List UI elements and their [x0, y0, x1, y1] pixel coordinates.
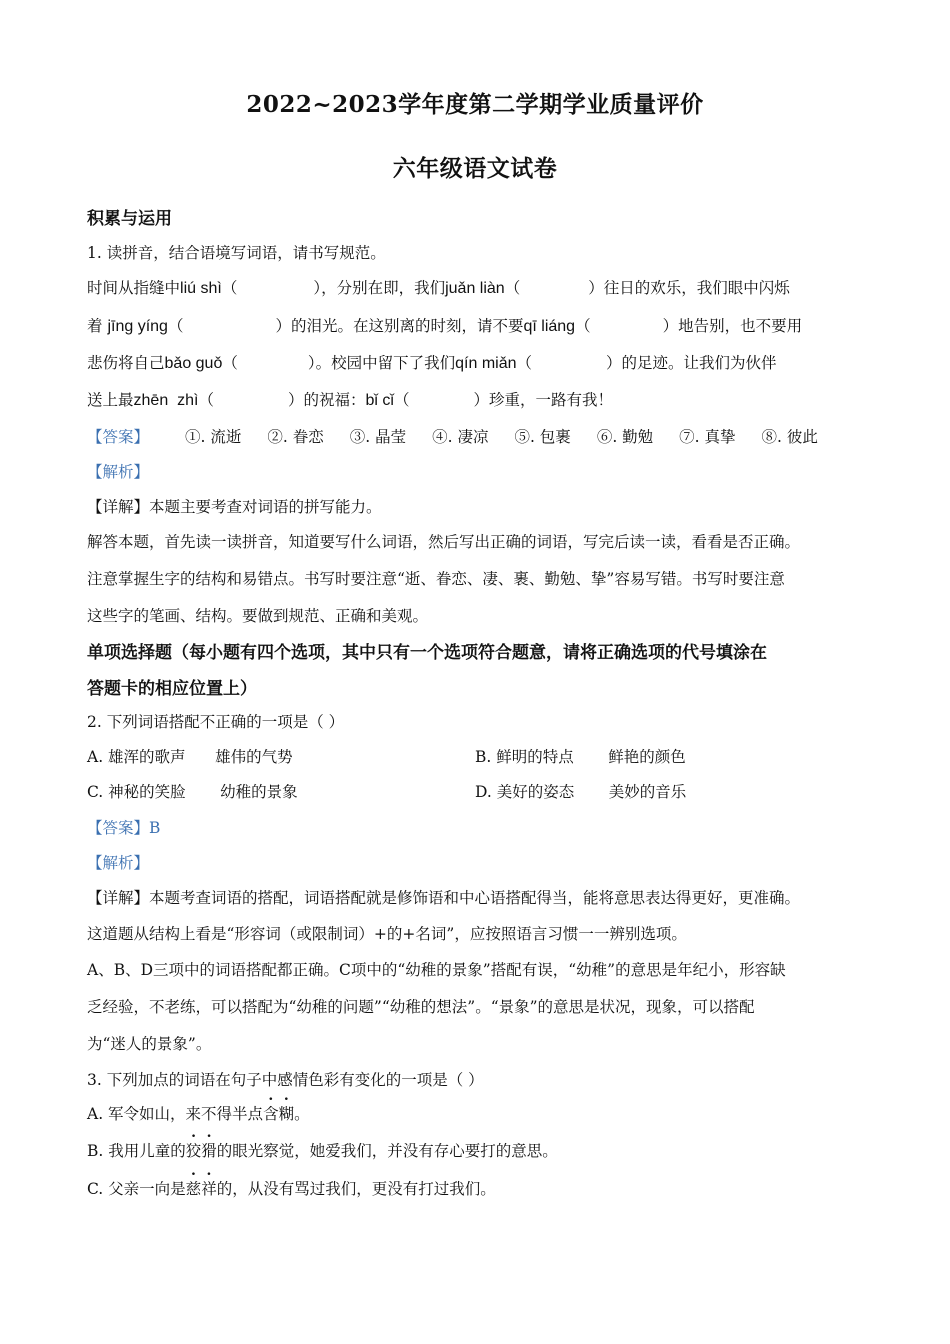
q3-option-c[interactable]: [87, 1177, 496, 1199]
pinyin: jīng yíng: [107, 318, 168, 335]
q1-passage-line-3: [87, 351, 777, 373]
emphasis-char: 狡: [185, 1142, 202, 1160]
passage-text: ）的足迹。让我们为伙伴: [606, 354, 777, 372]
q2-detail-line: 乏经验，不老练，可以搭配为“幼稚的问题”“幼稚的想法”。“景象”的意思是状况，现象，可以搭配: [87, 998, 755, 1016]
q2-option-c[interactable]: C. 神秘的笑脸 幼稚的景象: [87, 783, 298, 801]
section-heading-single-choice-cont: 答题卡的相应位置上）: [87, 679, 257, 699]
q1-passage-line-1: [87, 276, 790, 298]
paren-open: （: [222, 354, 238, 372]
option-text: 的眼光察觉，她爱我们，并没有存心要打的意思。: [216, 1142, 558, 1160]
q1-passage-line-4: [87, 388, 613, 410]
option-text: C. 父亲一向是: [87, 1180, 186, 1198]
section-heading-accumulation: 积累与运用: [87, 209, 172, 229]
paren-open: （: [198, 391, 214, 409]
paren-open: （: [504, 279, 521, 297]
option-text: 的，从没有骂过我们，更没有打过我们。: [216, 1180, 496, 1198]
q2-detail-line: 为“迷人的景象”。: [87, 1035, 212, 1053]
q2-option-b[interactable]: B. 鲜明的特点 鲜艳的颜色: [475, 748, 686, 766]
emphasis-char: 猾: [201, 1142, 217, 1160]
paren-open: （: [167, 317, 184, 335]
q2-analysis-label: 【解析】: [87, 854, 150, 872]
q1-answer-line: [87, 425, 818, 447]
q2-option-d[interactable]: D. 美好的姿态 美妙的音乐: [475, 783, 687, 801]
exam-title: 2022~2023学年度第二学期学业质量评价: [246, 91, 704, 118]
answer-item: ①. 流逝: [185, 428, 242, 446]
pinyin: zhēn zhì: [133, 392, 199, 409]
passage-text: ）地告别，也不要用: [662, 317, 803, 335]
q2-stem: 2. 下列词语搭配不正确的一项是（ ）: [87, 713, 345, 731]
q2-option-a[interactable]: A. 雄浑的歌声 雄伟的气势: [87, 748, 293, 766]
answer-item: ⑤. 包裹: [514, 428, 571, 446]
q1-detail-line: 解答本题，首先读一读拼音，知道要写什么词语，然后写出正确的词语，写完后读一读，看看是否正确。: [87, 533, 801, 551]
emphasis-char: 祥: [201, 1180, 217, 1198]
q2-answer: 【答案】B: [87, 819, 161, 837]
emphasis-char: 含: [263, 1105, 279, 1123]
passage-text: ）的祝福：: [287, 391, 366, 409]
q1-passage-line-2: [87, 314, 802, 336]
q2-detail-line: A、B、D三项中的词语搭配都正确。C项中的“幼稚的景象”搭配有误，“幼稚”的意思是年纪小，形容缺: [87, 961, 786, 979]
q1-detail-line: 这些字的笔画、结构。要做到规范、正确和美观。: [87, 607, 429, 625]
pinyin: qín miǎn: [455, 355, 517, 372]
pinyin: qī liáng: [523, 318, 576, 335]
q2-detail-line: 【详解】本题考查词语的搭配，词语搭配就是修饰语和中心语搭配得当，能将意思表达得更好，更准确。: [87, 889, 801, 907]
option-text: A. 军令如山，来不得半点: [87, 1105, 264, 1123]
passage-text: ）往日的欢乐，我们眼中闪烁: [588, 279, 790, 297]
pinyin: juǎn liàn: [445, 280, 505, 297]
answer-item: ④. 凄凉: [432, 428, 489, 446]
option-text: B. 我用儿童的: [87, 1142, 186, 1160]
paren-open: （: [393, 391, 410, 409]
section-heading-single-choice: 单项选择题（每小题有四个选项，其中只有一个选项符合题意，请将正确选项的代号填涂在: [87, 643, 767, 663]
q3-stem: 3. 下列加点的词语在句子中感情色彩有变化的一项是（ ）: [87, 1071, 484, 1089]
paren-open: （: [221, 279, 238, 297]
q3-option-a[interactable]: [87, 1102, 310, 1124]
answer-item: ②. 眷恋: [267, 428, 324, 446]
pinyin: bǐ cǐ: [365, 392, 394, 409]
passage-text: 着: [87, 317, 103, 335]
answer-label: 【答案】: [87, 428, 150, 446]
pinyin: bǎo guǒ: [164, 355, 223, 372]
q2-detail-line: 这道题从结构上看是“形容词（或限制词）+的+名词”，应按照语言习惯一一辨别选项。: [87, 925, 687, 943]
passage-text: ）的泪光。在这别离的时刻，请不要: [275, 317, 524, 335]
paren-open: （: [575, 317, 591, 335]
q1-detail-line: 注意掌握生字的结构和易错点。书写时要注意“逝、眷恋、凄、裹、勤勉、挚”容易写错。书写时要注意: [87, 570, 785, 588]
q1-detail-line: 【详解】本题主要考查对词语的拼写能力。: [87, 498, 382, 516]
answer-item: ⑦. 真挚: [679, 428, 736, 446]
passage-text: 送上最: [87, 391, 134, 409]
passage-text: ），分别在即，我们: [313, 279, 446, 297]
answer-item: ⑧. 彼此: [761, 428, 818, 446]
q1-analysis-label: 【解析】: [87, 463, 150, 481]
q1-stem: 1. 读拼音，结合语境写词语，请书写规范。: [87, 244, 386, 262]
paren-open: （: [516, 354, 533, 372]
exam-subtitle: 六年级语文试卷: [392, 155, 558, 182]
answer-item: ⑥. 勤勉: [596, 428, 654, 446]
emphasis-char: 糊: [278, 1105, 295, 1123]
passage-text: 悲伤将自己: [87, 354, 165, 372]
answer-item: ③. 晶莹: [349, 428, 407, 446]
passage-text: ）。校园中留下了我们: [307, 354, 456, 372]
emphasis-char: 慈: [185, 1180, 202, 1198]
q3-option-b[interactable]: [87, 1139, 558, 1161]
option-text: 。: [294, 1105, 310, 1123]
passage-text: 时间从指缝中: [87, 279, 181, 297]
pinyin: liú shì: [180, 280, 222, 297]
passage-text: ）珍重，一路有我！: [473, 391, 613, 409]
